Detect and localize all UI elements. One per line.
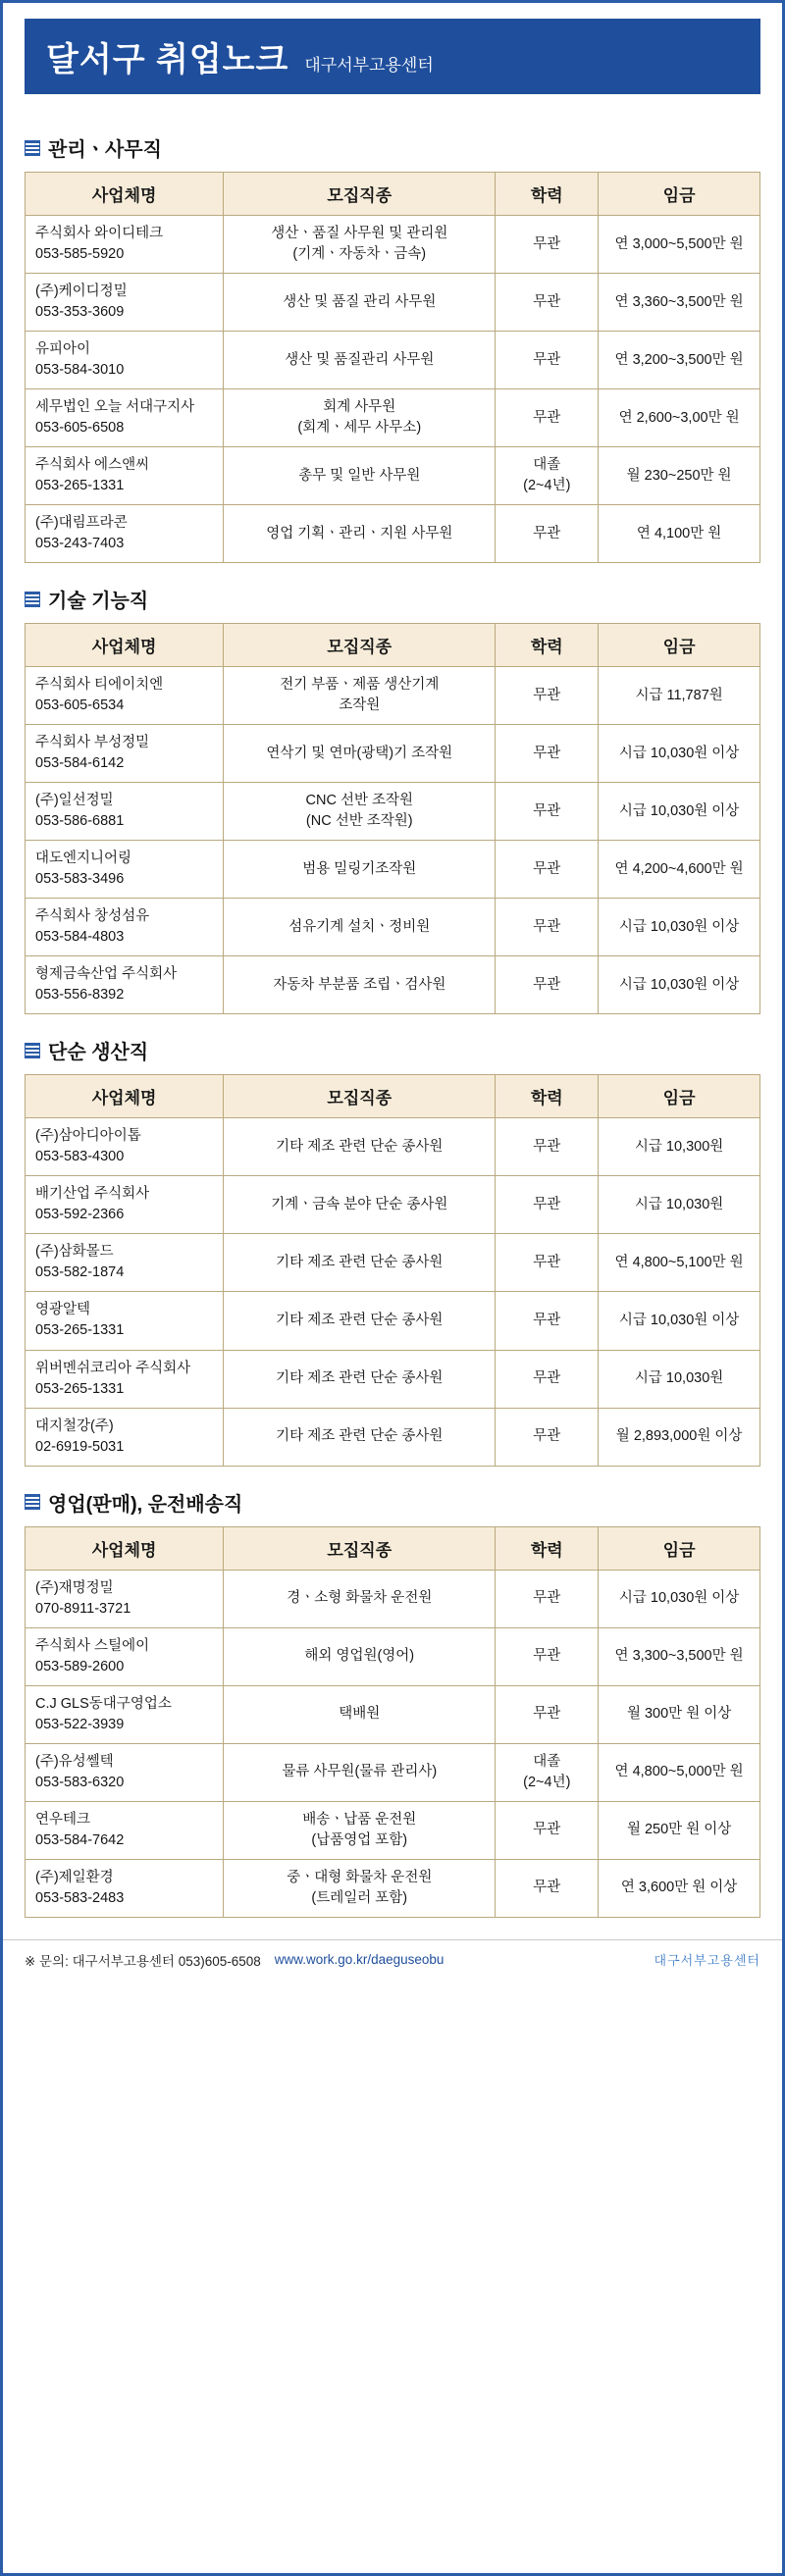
cell-job xyxy=(224,1801,496,1859)
cell-job xyxy=(224,667,496,725)
cell-job xyxy=(224,1176,496,1234)
table-row xyxy=(26,899,760,956)
company-phone: 053-583-4300 xyxy=(35,1149,125,1165)
company-name: 주식회사 와이디테크 xyxy=(35,226,164,241)
education-level: 무관 xyxy=(533,235,561,252)
company-phone: 053-583-3496 xyxy=(35,871,125,888)
cell-job xyxy=(224,1743,496,1801)
company-name: (주)일선정밀 xyxy=(35,793,114,809)
cell-job xyxy=(224,1408,496,1466)
cell-education xyxy=(496,1627,599,1685)
cell-company xyxy=(26,332,224,389)
cell-wage: 시급 10,030원 xyxy=(599,1176,760,1234)
table-row xyxy=(26,1408,760,1466)
poster-header xyxy=(25,19,760,94)
cell-company xyxy=(26,505,224,563)
cell-education xyxy=(496,216,599,274)
education-level: 무관 xyxy=(533,1196,561,1212)
cell-education xyxy=(496,667,599,725)
company-phone: 053-583-6320 xyxy=(35,1774,125,1790)
cell-education xyxy=(496,332,599,389)
table-row xyxy=(26,1570,760,1627)
job-title: 물류 사무원(물류 관리사) xyxy=(282,1764,438,1780)
col-job: 모집직종 xyxy=(224,1075,496,1118)
cell-education xyxy=(496,899,599,956)
company-name: 주식회사 부성정밀 xyxy=(35,735,150,751)
job-detail: (트레일러 포함) xyxy=(311,1889,408,1906)
company-phone: 053-592-2366 xyxy=(35,1207,125,1223)
table-row xyxy=(26,956,760,1014)
cell-company xyxy=(26,216,224,274)
cell-company xyxy=(26,899,224,956)
education-level: 무관 xyxy=(533,293,561,310)
cell-company xyxy=(26,1570,224,1627)
cell-wage: 월 230~250만 원 xyxy=(599,447,760,505)
company-phone: 053-584-3010 xyxy=(35,362,125,379)
cell-job xyxy=(224,1685,496,1743)
table-row xyxy=(26,1234,760,1292)
company-name: (주)제일환경 xyxy=(35,1869,114,1885)
education-level: 무관 xyxy=(533,1590,561,1607)
job-title: 기타 제조 관련 단순 종사원 xyxy=(276,1370,444,1386)
job-title: 배송ㆍ납품 운전원 xyxy=(302,1811,417,1828)
col-job: 모집직종 xyxy=(224,624,496,667)
education-level: 무관 xyxy=(533,1648,561,1665)
company-phone: 053-605-6508 xyxy=(35,420,125,437)
table-row xyxy=(26,447,760,505)
company-phone: 053-584-4803 xyxy=(35,929,125,946)
company-name: 주식회사 에스앤씨 xyxy=(35,457,150,474)
company-phone: 053-586-6881 xyxy=(35,813,125,830)
col-job: 모집직종 xyxy=(224,173,496,216)
table-row xyxy=(26,1685,760,1743)
job-title: 경ㆍ소형 화물차 운전원 xyxy=(287,1590,433,1607)
col-education: 학력 xyxy=(496,1075,599,1118)
company-name: 위버멘쉬코리아 주식회사 xyxy=(35,1360,191,1376)
cell-job xyxy=(224,1859,496,1917)
job-title: 총무 및 일반 사무원 xyxy=(298,467,421,484)
cell-wage: 연 4,800~5,100만 원 xyxy=(599,1234,760,1292)
table-row xyxy=(26,1292,760,1350)
education-level: 무관 xyxy=(533,1370,561,1386)
col-company: 사업체명 xyxy=(26,173,224,216)
col-company: 사업체명 xyxy=(26,1075,224,1118)
table-row xyxy=(26,332,760,389)
section-heading-1 xyxy=(25,585,760,613)
cell-education xyxy=(496,1685,599,1743)
company-phone: 053-265-1331 xyxy=(35,1380,125,1397)
cell-company xyxy=(26,274,224,332)
cell-wage: 시급 10,030원 이상 xyxy=(599,1292,760,1350)
section-bullet-icon xyxy=(25,1043,40,1058)
cell-company xyxy=(26,1408,224,1466)
cell-job xyxy=(224,1627,496,1685)
job-detail: (NC 선반 조작원) xyxy=(305,813,413,830)
cell-education xyxy=(496,1570,599,1627)
job-title: 해외 영업원(영어) xyxy=(304,1648,415,1665)
col-company: 사업체명 xyxy=(26,1526,224,1570)
cell-wage: 연 3,200~3,500만 원 xyxy=(599,332,760,389)
company-phone: 070-8911-3721 xyxy=(35,1600,131,1617)
education-level: 대졸 xyxy=(533,1753,561,1770)
cell-education xyxy=(496,841,599,899)
cell-wage: 시급 10,030원 이상 xyxy=(599,956,760,1014)
table-row xyxy=(26,505,760,563)
company-phone: 053-265-1331 xyxy=(35,1322,125,1339)
cell-wage: 연 3,600만 원 이상 xyxy=(599,1859,760,1917)
job-title: 생산 및 품질관리 사무원 xyxy=(285,351,435,368)
section-bullet-icon xyxy=(25,140,40,156)
cell-wage: 시급 10,030원 이상 xyxy=(599,783,760,841)
job-detail: (기계ㆍ자동차ㆍ금속) xyxy=(292,246,427,263)
company-phone: 053-605-6534 xyxy=(35,697,125,714)
cell-education xyxy=(496,725,599,783)
section-bullet-icon xyxy=(25,592,40,607)
cell-job xyxy=(224,447,496,505)
cell-wage: 연 3,360~3,500만 원 xyxy=(599,274,760,332)
cell-company xyxy=(26,841,224,899)
company-name: 유피아이 xyxy=(35,341,91,358)
company-phone: 02-6919-5031 xyxy=(35,1438,125,1455)
cell-job xyxy=(224,725,496,783)
education-level: 무관 xyxy=(533,1880,561,1896)
table-row xyxy=(26,841,760,899)
cell-company xyxy=(26,1176,224,1234)
page-subtitle: 대구서부고용센터 xyxy=(304,56,434,75)
company-phone: 053-583-2483 xyxy=(35,1889,125,1906)
cell-education xyxy=(496,1350,599,1408)
cell-job xyxy=(224,505,496,563)
cell-education xyxy=(496,1801,599,1859)
job-title: 연삭기 및 연마(광택)기 조작원 xyxy=(266,745,453,761)
job-detail: (납품영업 포함) xyxy=(311,1831,408,1848)
company-name: 주식회사 스틸에이 xyxy=(35,1637,150,1654)
cell-company xyxy=(26,1292,224,1350)
cell-education xyxy=(496,956,599,1014)
education-detail: (2~4년) xyxy=(523,478,571,494)
table-row xyxy=(26,667,760,725)
cell-company xyxy=(26,447,224,505)
section-label: 단순 생산직 xyxy=(48,1042,149,1064)
job-title: 영업 기획ㆍ관리ㆍ지원 사무원 xyxy=(266,525,453,541)
table-row xyxy=(26,1627,760,1685)
section-label: 기술 기능직 xyxy=(48,591,149,613)
job-title: 생산ㆍ품질 사무원 및 관리원 xyxy=(271,226,448,241)
bottom-spacer xyxy=(25,1918,760,1924)
company-name: (주)유성쎌텍 xyxy=(35,1753,114,1770)
company-phone: 053-584-6142 xyxy=(35,755,125,772)
table-row xyxy=(26,274,760,332)
job-title: 기타 제조 관련 단순 종사원 xyxy=(276,1312,444,1328)
job-detail: (회계ㆍ세무 사무소) xyxy=(297,420,422,437)
job-title: 전기 부품ㆍ제품 생산기계 xyxy=(280,677,440,694)
section-heading-0 xyxy=(25,133,760,162)
company-name: 세무법인 오늘 서대구지사 xyxy=(35,399,195,416)
cell-company xyxy=(26,1859,224,1917)
cell-education xyxy=(496,389,599,447)
cell-company xyxy=(26,783,224,841)
table-row xyxy=(26,1801,760,1859)
cell-company xyxy=(26,1801,224,1859)
company-phone: 053-582-1874 xyxy=(35,1264,125,1281)
cell-job xyxy=(224,274,496,332)
education-level: 무관 xyxy=(533,409,561,426)
job-title: 기타 제조 관련 단순 종사원 xyxy=(276,1138,444,1155)
col-wage: 임금 xyxy=(599,1526,760,1570)
company-phone: 053-585-5920 xyxy=(35,246,125,263)
cell-wage: 연 3,000~5,500만 원 xyxy=(599,216,760,274)
job-title: 기타 제조 관련 단순 종사원 xyxy=(276,1254,444,1270)
table-header-row xyxy=(26,1526,760,1570)
company-name: (주)삼아디아이톱 xyxy=(35,1128,141,1145)
cell-wage: 연 4,100만 원 xyxy=(599,505,760,563)
company-name: 배기산업 주식회사 xyxy=(35,1186,150,1203)
table-header-row xyxy=(26,624,760,667)
table-header-row xyxy=(26,1075,760,1118)
cell-job xyxy=(224,389,496,447)
jobs-table-1 xyxy=(25,623,760,1014)
col-wage: 임금 xyxy=(599,624,760,667)
poster-footer xyxy=(3,1939,782,1982)
education-level: 무관 xyxy=(533,802,561,819)
cell-job xyxy=(224,1234,496,1292)
education-level: 무관 xyxy=(533,1138,561,1155)
company-name: (주)대림프라콘 xyxy=(35,515,128,532)
cell-job xyxy=(224,841,496,899)
cell-education xyxy=(496,1859,599,1917)
cell-company xyxy=(26,1234,224,1292)
company-name: 연우테크 xyxy=(35,1811,91,1828)
cell-education xyxy=(496,1743,599,1801)
cell-job xyxy=(224,899,496,956)
section-heading-3 xyxy=(25,1488,760,1517)
company-name: (주)케이디정밀 xyxy=(35,283,128,300)
company-phone: 053-522-3939 xyxy=(35,1716,125,1732)
education-level: 대졸 xyxy=(533,457,561,474)
table-row xyxy=(26,389,760,447)
company-name: 대도엔지니어링 xyxy=(35,850,132,867)
education-level: 무관 xyxy=(533,1428,561,1445)
cell-company xyxy=(26,389,224,447)
col-company: 사업체명 xyxy=(26,624,224,667)
cell-education xyxy=(496,1234,599,1292)
company-name: 주식회사 티에이치엔 xyxy=(35,677,164,694)
table-row xyxy=(26,1350,760,1408)
education-level: 무관 xyxy=(533,1254,561,1270)
cell-company xyxy=(26,1118,224,1176)
table-row xyxy=(26,783,760,841)
jobs-table-3 xyxy=(25,1526,760,1918)
cell-wage: 시급 10,030원 이상 xyxy=(599,1570,760,1627)
cell-job xyxy=(224,1118,496,1176)
education-level: 무관 xyxy=(533,1312,561,1328)
education-level: 무관 xyxy=(533,860,561,877)
jobs-table-2 xyxy=(25,1074,760,1466)
job-title: 기계ㆍ금속 분야 단순 종사원 xyxy=(271,1196,448,1212)
education-level: 무관 xyxy=(533,1822,561,1838)
education-level: 무관 xyxy=(533,1706,561,1723)
education-level: 무관 xyxy=(533,976,561,993)
company-phone: 053-556-8392 xyxy=(35,987,125,1004)
job-title: 기타 제조 관련 단순 종사원 xyxy=(276,1428,444,1445)
cell-wage: 시급 10,030원 이상 xyxy=(599,725,760,783)
cell-wage: 월 2,893,000원 이상 xyxy=(599,1408,760,1466)
table-row xyxy=(26,1176,760,1234)
company-name: 형제금속산업 주식회사 xyxy=(35,966,178,983)
education-level: 무관 xyxy=(533,687,561,703)
cell-company xyxy=(26,725,224,783)
cell-education xyxy=(496,274,599,332)
cell-job xyxy=(224,956,496,1014)
job-title: 중ㆍ대형 화물차 운전원 xyxy=(287,1869,433,1885)
education-level: 무관 xyxy=(533,745,561,761)
education-level: 무관 xyxy=(533,351,561,368)
table-header-row xyxy=(26,173,760,216)
jobs-table-0 xyxy=(25,172,760,563)
footer-url[interactable]: www.work.go.kr/daeguseobu xyxy=(274,1952,445,1968)
cell-education xyxy=(496,1292,599,1350)
company-phone: 053-353-3609 xyxy=(35,304,125,321)
cell-job xyxy=(224,332,496,389)
cell-wage: 시급 10,030원 이상 xyxy=(599,899,760,956)
col-education: 학력 xyxy=(496,1526,599,1570)
job-title: 택배원 xyxy=(339,1706,381,1723)
cell-wage: 시급 10,030원 xyxy=(599,1350,760,1408)
cell-job xyxy=(224,783,496,841)
job-detail: 조작원 xyxy=(339,697,381,714)
education-level: 무관 xyxy=(533,918,561,935)
job-title: 자동차 부분품 조립ㆍ검사원 xyxy=(273,976,446,993)
company-name: 주식회사 창성섬유 xyxy=(35,908,150,925)
section-bullet-icon xyxy=(25,1494,40,1510)
company-phone: 053-589-2600 xyxy=(35,1658,125,1674)
job-title: 범용 밀링기조작원 xyxy=(302,860,417,877)
cell-education xyxy=(496,505,599,563)
company-phone: 053-243-7403 xyxy=(35,536,125,552)
col-job: 모집직종 xyxy=(224,1526,496,1570)
education-detail: (2~4년) xyxy=(523,1774,571,1790)
table-row xyxy=(26,1743,760,1801)
company-name: (주)재명정밀 xyxy=(35,1579,114,1596)
education-level: 무관 xyxy=(533,525,561,541)
cell-job xyxy=(224,1570,496,1627)
cell-job xyxy=(224,1292,496,1350)
table-row xyxy=(26,725,760,783)
poster-body xyxy=(3,94,782,1924)
section-heading-2 xyxy=(25,1036,760,1064)
section-label: 영업(판매), 운전배송직 xyxy=(48,1493,243,1516)
col-wage: 임금 xyxy=(599,1075,760,1118)
col-wage: 임금 xyxy=(599,173,760,216)
cell-education xyxy=(496,1408,599,1466)
cell-job xyxy=(224,216,496,274)
job-title: 회계 사무원 xyxy=(323,399,396,416)
cell-company xyxy=(26,1685,224,1743)
company-name: (주)삼화몰드 xyxy=(35,1244,114,1261)
cell-education xyxy=(496,447,599,505)
company-phone: 053-265-1331 xyxy=(35,478,125,494)
col-education: 학력 xyxy=(496,624,599,667)
cell-company xyxy=(26,1743,224,1801)
job-title: 생산 및 품질 관리 사무원 xyxy=(283,293,437,310)
footer-brand: 대구서부고용센터 xyxy=(654,1953,760,1969)
cell-wage: 연 4,200~4,600만 원 xyxy=(599,841,760,899)
footer-note: ※ 문의: 대구서부고용센터 053)605-6508 xyxy=(25,1953,261,1969)
cell-wage: 시급 11,787원 xyxy=(599,667,760,725)
section-label: 관리ㆍ사무직 xyxy=(48,139,162,161)
table-row xyxy=(26,1118,760,1176)
col-education: 학력 xyxy=(496,173,599,216)
table-row xyxy=(26,1859,760,1917)
cell-wage: 연 3,300~3,500만 원 xyxy=(599,1627,760,1685)
cell-company xyxy=(26,1350,224,1408)
page-title: 달서구 취업노크 xyxy=(46,41,289,78)
cell-education xyxy=(496,1176,599,1234)
cell-wage: 연 4,800~5,000만 원 xyxy=(599,1743,760,1801)
company-name: 대지철강(주) xyxy=(35,1417,114,1434)
cell-wage: 시급 10,300원 xyxy=(599,1118,760,1176)
job-title: 섬유기계 설치ㆍ정비원 xyxy=(288,918,431,935)
company-phone: 053-584-7642 xyxy=(35,1831,125,1848)
cell-wage: 연 2,600~3,00만 원 xyxy=(599,389,760,447)
cell-education xyxy=(496,783,599,841)
cell-education xyxy=(496,1118,599,1176)
table-row xyxy=(26,216,760,274)
cell-wage: 월 250만 원 이상 xyxy=(599,1801,760,1859)
cell-company xyxy=(26,956,224,1014)
cell-job xyxy=(224,1350,496,1408)
cell-company xyxy=(26,667,224,725)
job-title: CNC 선반 조작원 xyxy=(305,793,414,809)
cell-company xyxy=(26,1627,224,1685)
company-name: 영광알텍 xyxy=(35,1302,91,1318)
cell-wage: 월 300만 원 이상 xyxy=(599,1685,760,1743)
company-name: C.J GLS동대구영업소 xyxy=(35,1695,172,1712)
